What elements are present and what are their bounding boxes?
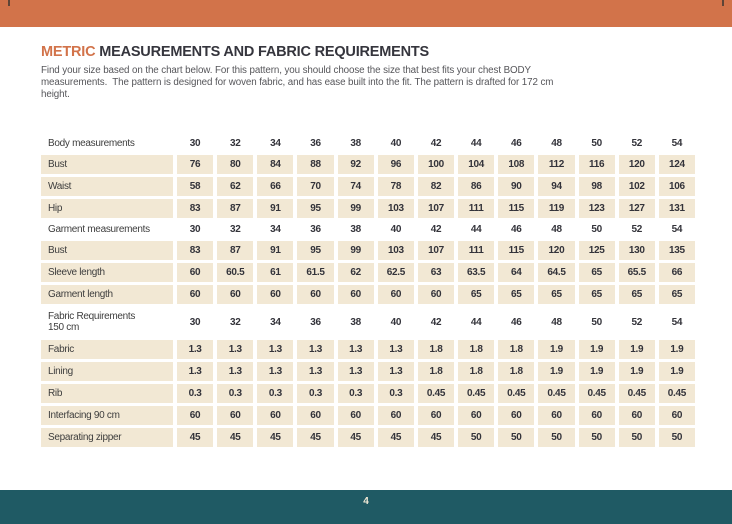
- intro-paragraph: [41, 65, 695, 101]
- value-cell: 135: [659, 241, 695, 260]
- value-cell: 112: [538, 155, 574, 174]
- page-title-rest: MEASUREMENTS AND FABRIC REQUIREMENTS: [95, 44, 430, 60]
- value-cell: 106: [659, 177, 695, 196]
- value-cell: 1.3: [177, 340, 213, 359]
- value-cell: 127: [619, 199, 655, 218]
- value-cell: 61.5: [297, 263, 333, 282]
- row-label: Bust: [41, 241, 173, 260]
- value-cell: 46: [511, 138, 522, 149]
- value-cell: 1.3: [338, 340, 374, 359]
- value-cell: 111: [458, 199, 494, 218]
- top-accent-bar: [0, 0, 732, 27]
- value-cell: 0.45: [579, 384, 615, 403]
- value-cell: 60: [257, 406, 293, 425]
- value-cell: 36: [310, 138, 321, 149]
- value-cell: 61: [257, 263, 293, 282]
- value-cell: 65: [498, 285, 534, 304]
- value-cell: 0.3: [177, 384, 213, 403]
- value-cell: 54: [671, 316, 683, 328]
- value-cell: 0.3: [217, 384, 253, 403]
- row-label: Fabric: [41, 340, 173, 359]
- table-data-row: [41, 428, 695, 447]
- table-data-row: [41, 340, 695, 359]
- value-cell: 104: [458, 155, 494, 174]
- value-cell: 76: [177, 155, 213, 174]
- row-label: Sleeve length: [41, 263, 173, 282]
- value-cell: 120: [538, 241, 574, 260]
- value-cell: 1.3: [378, 340, 414, 359]
- value-cell: 60: [418, 285, 454, 304]
- value-cell: 119: [538, 199, 574, 218]
- value-cell: 1.8: [418, 340, 454, 359]
- value-cell: 58: [177, 177, 213, 196]
- value-cell: 30: [189, 316, 201, 328]
- value-cell: 60: [538, 406, 574, 425]
- value-cell: 78: [378, 177, 414, 196]
- value-cell: 54: [671, 224, 683, 235]
- value-cell: 1.3: [217, 362, 253, 381]
- value-cell: 95: [297, 241, 333, 260]
- value-cell: 62: [217, 177, 253, 196]
- value-cell: 1.8: [498, 340, 534, 359]
- table-header-row: [41, 221, 695, 238]
- value-cell: 94: [538, 177, 574, 196]
- value-cell: 0.45: [659, 384, 695, 403]
- value-cell: 111: [458, 241, 494, 260]
- value-cell: 34: [270, 316, 281, 328]
- value-cell: 36: [310, 316, 321, 328]
- value-cell: 60: [498, 406, 534, 425]
- crop-mark: [722, 0, 724, 6]
- value-cell: 50: [458, 428, 494, 447]
- value-cell: 63.5: [458, 263, 494, 282]
- value-cell: 40: [390, 138, 402, 149]
- table-data-row: [41, 406, 695, 425]
- value-cell: 99: [338, 199, 374, 218]
- value-cell: 99: [338, 241, 374, 260]
- row-label: Rib: [41, 384, 173, 403]
- value-cell: 50: [591, 316, 602, 328]
- value-cell: 65: [659, 285, 695, 304]
- value-cell: 42: [430, 316, 442, 328]
- value-cell: 65.5: [619, 263, 655, 282]
- row-label: Bust: [41, 155, 173, 174]
- value-cell: 52: [631, 316, 643, 328]
- value-cell: 50: [659, 428, 695, 447]
- value-cell: 1.9: [538, 362, 574, 381]
- value-cell: 103: [378, 241, 414, 260]
- value-cell: 32: [229, 316, 241, 328]
- value-cell: 70: [297, 177, 333, 196]
- value-cell: 60: [458, 406, 494, 425]
- value-cell: 60: [338, 285, 374, 304]
- value-cell: 0.45: [538, 384, 574, 403]
- row-label: Body measurements: [48, 138, 135, 149]
- value-cell: 60: [257, 285, 293, 304]
- value-cell: 108: [498, 155, 534, 174]
- value-cell: 123: [579, 199, 615, 218]
- value-cell: 1.9: [659, 340, 695, 359]
- value-cell: 46: [511, 316, 522, 328]
- value-cell: 0.45: [418, 384, 454, 403]
- value-cell: 50: [498, 428, 534, 447]
- value-cell: 45: [297, 428, 333, 447]
- value-cell: 107: [418, 199, 454, 218]
- value-cell: 50: [579, 428, 615, 447]
- value-cell: 1.3: [338, 362, 374, 381]
- value-cell: 65: [579, 263, 615, 282]
- value-cell: 60: [177, 406, 213, 425]
- value-cell: 1.3: [177, 362, 213, 381]
- value-cell: 1.3: [297, 340, 333, 359]
- row-label: Interfacing 90 cm: [41, 406, 173, 425]
- value-cell: 48: [551, 316, 562, 328]
- value-cell: 60: [378, 406, 414, 425]
- row-label: Garment length: [41, 285, 173, 304]
- footer-bar: [0, 490, 732, 524]
- table-data-row: [41, 263, 695, 282]
- value-cell: 115: [498, 199, 534, 218]
- table-header-row: [41, 307, 695, 337]
- value-cell: 90: [498, 177, 534, 196]
- value-cell: 45: [378, 428, 414, 447]
- value-cell: 1.9: [659, 362, 695, 381]
- value-cell: 65: [458, 285, 494, 304]
- value-cell: 34: [270, 138, 281, 149]
- value-cell: 50: [591, 224, 602, 235]
- table-data-row: [41, 155, 695, 174]
- value-cell: 0.45: [458, 384, 494, 403]
- value-cell: 40: [390, 224, 402, 235]
- page-title: [41, 44, 695, 60]
- value-cell: 60: [217, 406, 253, 425]
- value-cell: 125: [579, 241, 615, 260]
- value-cell: 1.3: [217, 340, 253, 359]
- value-cell: 38: [350, 224, 361, 235]
- value-cell: 1.3: [378, 362, 414, 381]
- value-cell: 1.3: [257, 362, 293, 381]
- value-cell: 96: [378, 155, 414, 174]
- page-number: 4: [363, 496, 369, 507]
- table-data-row: [41, 177, 695, 196]
- value-cell: 87: [217, 241, 253, 260]
- crop-mark: [8, 0, 10, 6]
- row-label: Separating zipper: [41, 428, 173, 447]
- value-cell: 74: [338, 177, 374, 196]
- table-data-row: [41, 285, 695, 304]
- value-cell: 30: [189, 138, 201, 149]
- value-cell: 1.9: [538, 340, 574, 359]
- value-cell: 52: [631, 224, 643, 235]
- intro-line: Find your size based on the chart below. For this pattern, you should choose the size that best fits your chest BODY: [41, 65, 531, 76]
- row-label: Garment measurements: [48, 224, 150, 235]
- intro-line: height.: [41, 89, 70, 100]
- table-data-row: [41, 384, 695, 403]
- value-cell: 44: [470, 316, 482, 328]
- value-cell: 30: [189, 224, 201, 235]
- value-cell: 65: [538, 285, 574, 304]
- value-cell: 88: [297, 155, 333, 174]
- value-cell: 60: [217, 285, 253, 304]
- row-label: Waist: [41, 177, 173, 196]
- value-cell: 87: [217, 199, 253, 218]
- value-cell: 103: [378, 199, 414, 218]
- row-label: Lining: [41, 362, 173, 381]
- value-cell: 38: [350, 138, 361, 149]
- value-cell: 62: [338, 263, 374, 282]
- value-cell: 45: [257, 428, 293, 447]
- value-cell: 60: [418, 406, 454, 425]
- value-cell: 32: [229, 138, 241, 149]
- value-cell: 0.3: [257, 384, 293, 403]
- value-cell: 1.8: [498, 362, 534, 381]
- value-cell: 0.3: [378, 384, 414, 403]
- value-cell: 1.8: [418, 362, 454, 381]
- value-cell: 44: [470, 224, 482, 235]
- value-cell: 100: [418, 155, 454, 174]
- value-cell: 60: [297, 406, 333, 425]
- value-cell: 62.5: [378, 263, 414, 282]
- value-cell: 60: [177, 263, 213, 282]
- value-cell: 50: [538, 428, 574, 447]
- value-cell: 82: [418, 177, 454, 196]
- value-cell: 45: [418, 428, 454, 447]
- value-cell: 32: [229, 224, 241, 235]
- value-cell: 131: [659, 199, 695, 218]
- value-cell: 45: [177, 428, 213, 447]
- table-data-row: [41, 199, 695, 218]
- page-title-accent: METRIC: [41, 44, 96, 60]
- value-cell: 42: [430, 138, 442, 149]
- value-cell: 95: [297, 199, 333, 218]
- value-cell: 65: [579, 285, 615, 304]
- value-cell: 45: [217, 428, 253, 447]
- value-cell: 0.45: [498, 384, 534, 403]
- value-cell: 0.3: [338, 384, 374, 403]
- value-cell: 1.3: [297, 362, 333, 381]
- value-cell: 66: [257, 177, 293, 196]
- value-cell: 0.45: [619, 384, 655, 403]
- value-cell: 44: [470, 138, 482, 149]
- value-cell: 80: [217, 155, 253, 174]
- value-cell: 107: [418, 241, 454, 260]
- value-cell: 60: [297, 285, 333, 304]
- table-header-row: [41, 135, 695, 152]
- value-cell: 36: [310, 224, 321, 235]
- table-data-row: [41, 241, 695, 260]
- value-cell: 60: [659, 406, 695, 425]
- value-cell: 1.8: [458, 362, 494, 381]
- value-cell: 102: [619, 177, 655, 196]
- value-cell: 1.9: [579, 362, 615, 381]
- value-cell: 0.3: [297, 384, 333, 403]
- value-cell: 86: [458, 177, 494, 196]
- value-cell: 60: [338, 406, 374, 425]
- value-cell: 52: [631, 138, 643, 149]
- value-cell: 116: [579, 155, 615, 174]
- value-cell: 65: [619, 285, 655, 304]
- value-cell: 92: [338, 155, 374, 174]
- value-cell: 50: [591, 138, 602, 149]
- value-cell: 54: [671, 138, 683, 149]
- row-label: Fabric Requirements 150 cm: [48, 310, 136, 333]
- value-cell: 1.9: [619, 340, 655, 359]
- value-cell: 84: [257, 155, 293, 174]
- value-cell: 48: [551, 138, 562, 149]
- value-cell: 34: [270, 224, 281, 235]
- value-cell: 60.5: [217, 263, 253, 282]
- value-cell: 64.5: [538, 263, 574, 282]
- value-cell: 38: [350, 316, 361, 328]
- value-cell: 91: [257, 241, 293, 260]
- value-cell: 115: [498, 241, 534, 260]
- value-cell: 1.3: [257, 340, 293, 359]
- value-cell: 1.8: [458, 340, 494, 359]
- value-cell: 124: [659, 155, 695, 174]
- value-cell: 83: [177, 241, 213, 260]
- value-cell: 64: [498, 263, 534, 282]
- page-content: [41, 44, 695, 101]
- value-cell: 83: [177, 199, 213, 218]
- value-cell: 1.9: [579, 340, 615, 359]
- value-cell: 130: [619, 241, 655, 260]
- value-cell: 45: [338, 428, 374, 447]
- value-cell: 120: [619, 155, 655, 174]
- value-cell: 48: [551, 224, 562, 235]
- value-cell: 60: [619, 406, 655, 425]
- value-cell: 63: [418, 263, 454, 282]
- value-cell: 42: [430, 224, 442, 235]
- value-cell: 98: [579, 177, 615, 196]
- value-cell: 50: [619, 428, 655, 447]
- value-cell: 60: [378, 285, 414, 304]
- value-cell: 60: [579, 406, 615, 425]
- intro-line: measurements. The pattern is designed for woven fabric, and has ease built into the fit. The pattern is drafted for 172 cm: [41, 77, 554, 88]
- value-cell: 60: [177, 285, 213, 304]
- value-cell: 91: [257, 199, 293, 218]
- value-cell: 40: [390, 316, 402, 328]
- row-label: Hip: [41, 199, 173, 218]
- value-cell: 1.9: [619, 362, 655, 381]
- size-table: [41, 135, 695, 450]
- value-cell: 66: [659, 263, 695, 282]
- table-data-row: [41, 362, 695, 381]
- value-cell: 46: [511, 224, 522, 235]
